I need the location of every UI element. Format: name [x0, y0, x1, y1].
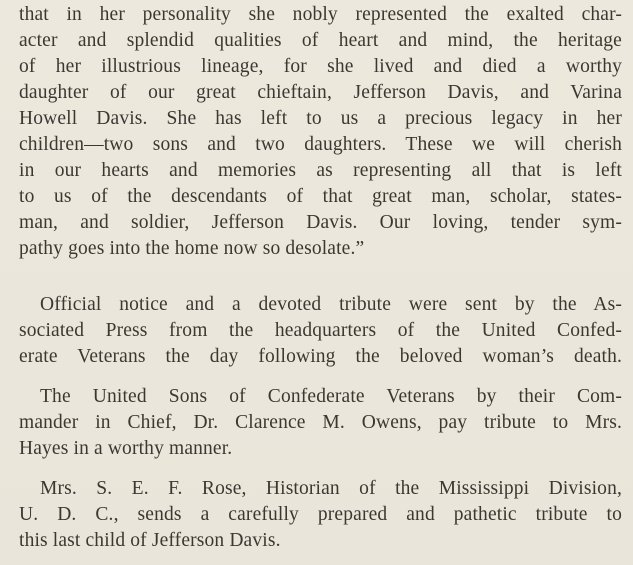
text-line: Howell Davis. She has left to us a precious legacy in her: [19, 108, 622, 129]
text-line: sociated Press from the headquarters of the United Confed-: [19, 320, 622, 341]
text-line: The United Sons of Confederate Veterans by their Com-: [40, 386, 622, 407]
text-line: this last child of Jefferson Davis.: [19, 530, 281, 551]
text-line: erate Veterans the day following the beloved woman’s death.: [19, 346, 622, 367]
text-line: Hayes in a worthy manner.: [19, 438, 233, 459]
text-line: Mrs. S. E. F. Rose, Historian of the Mississippi Division,: [40, 478, 622, 499]
text-line: pathy goes into the home now so desolate.”: [19, 238, 365, 259]
text-line: in our hearts and memories as representing all that is left: [19, 160, 622, 181]
text-line: of her illustrious lineage, for she lived and died a worthy: [19, 56, 622, 77]
text-line: to us of the descendants of that great man, scholar, states-: [19, 186, 622, 207]
text-line: man, and soldier, Jefferson Davis. Our loving, tender sym-: [19, 212, 622, 233]
text-line: daughter of our great chieftain, Jefferson Davis, and Varina: [19, 82, 622, 103]
text-line: Official notice and a devoted tribute were sent by the As-: [40, 294, 622, 315]
text-line: U. D. C., sends a carefully prepared and pathetic tribute to: [19, 504, 622, 525]
text-line: that in her personality she nobly represented the exalted char-: [19, 4, 622, 25]
text-line: mander in Chief, Dr. Clarence M. Owens, pay tribute to Mrs.: [19, 412, 622, 433]
text-line: acter and splendid qualities of heart and mind, the heritage: [19, 30, 622, 51]
text-line: children—two sons and two daughters. These we will cherish: [19, 134, 622, 155]
